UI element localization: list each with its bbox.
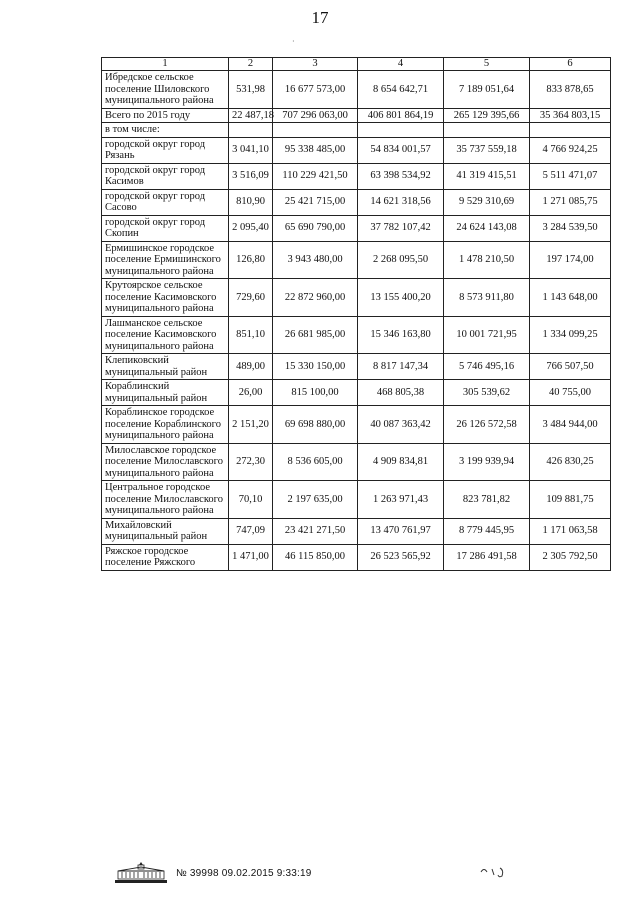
table-row <box>102 518 611 544</box>
value-cell: 729,60 <box>229 279 273 317</box>
column-number-header: 3 <box>273 58 358 71</box>
value-cell: 5 746 495,16 <box>444 354 530 380</box>
value-cell: 3 943 480,00 <box>273 241 358 279</box>
column-number-header: 5 <box>444 58 530 71</box>
row-name-cell: Крутоярское сельское поселение Касимовского муниципального района <box>102 279 229 317</box>
value-cell: 9 529 310,69 <box>444 189 530 215</box>
value-cell: 22 872 960,00 <box>273 279 358 317</box>
value-cell: 5 511 471,07 <box>530 163 611 189</box>
value-cell: 13 470 761,97 <box>358 518 444 544</box>
row-name-cell: Клепиковский муниципальный район <box>102 354 229 380</box>
value-cell: 65 690 790,00 <box>273 215 358 241</box>
table-row <box>102 241 611 279</box>
value-cell: 1 171 063,58 <box>530 518 611 544</box>
value-cell: 54 834 001,57 <box>358 137 444 163</box>
value-cell: 4 909 834,81 <box>358 443 444 481</box>
value-cell: 25 421 715,00 <box>273 189 358 215</box>
value-cell <box>273 123 358 138</box>
value-cell: 126,80 <box>229 241 273 279</box>
value-cell: 3 041,10 <box>229 137 273 163</box>
value-cell: 40 087 363,42 <box>358 406 444 444</box>
value-cell: 2 151,20 <box>229 406 273 444</box>
value-cell: 23 421 271,50 <box>273 518 358 544</box>
value-cell: 426 830,25 <box>530 443 611 481</box>
document-info: № 39998 09.02.2015 9:33:19 <box>176 867 312 879</box>
column-number-header: 2 <box>229 58 273 71</box>
column-number-header: 4 <box>358 58 444 71</box>
value-cell: 14 621 318,56 <box>358 189 444 215</box>
value-cell: 16 677 573,00 <box>273 71 358 109</box>
table-row <box>102 108 611 123</box>
row-name-cell: городской округ город Сасово <box>102 189 229 215</box>
value-cell: 46 115 850,00 <box>273 544 358 570</box>
value-cell: 305 539,62 <box>444 380 530 406</box>
value-cell: 3 484 944,00 <box>530 406 611 444</box>
value-cell: 2 268 095,50 <box>358 241 444 279</box>
row-name-cell: Кораблинское городское поселение Кораблинского муниципального района <box>102 406 229 444</box>
government-building-icon <box>112 862 170 884</box>
value-cell: 15 330 150,00 <box>273 354 358 380</box>
table-header-row <box>102 58 611 71</box>
value-cell: 35 737 559,18 <box>444 137 530 163</box>
value-cell: 2 197 635,00 <box>273 481 358 519</box>
table-row <box>102 380 611 406</box>
value-cell: 810,90 <box>229 189 273 215</box>
row-name-cell: Всего по 2015 году <box>102 108 229 123</box>
row-name-cell: городской округ город Касимов <box>102 163 229 189</box>
table-row <box>102 215 611 241</box>
value-cell: 15 346 163,80 <box>358 316 444 354</box>
value-cell: 1 471,00 <box>229 544 273 570</box>
budget-table <box>101 57 611 571</box>
row-name-cell: Михайловский муниципальный район <box>102 518 229 544</box>
table-row <box>102 71 611 109</box>
value-cell: 109 881,75 <box>530 481 611 519</box>
table-row <box>102 354 611 380</box>
table-row <box>102 406 611 444</box>
row-name-cell: Ермишинское городское поселение Ермишинского муниципального района <box>102 241 229 279</box>
value-cell: 10 001 721,95 <box>444 316 530 354</box>
row-name-cell: Милославское городское поселение Милославского муниципального района <box>102 443 229 481</box>
row-name-cell: городской округ город Рязань <box>102 137 229 163</box>
value-cell: 489,00 <box>229 354 273 380</box>
scan-mark: · <box>292 37 295 46</box>
value-cell: 8 654 642,71 <box>358 71 444 109</box>
value-cell: 1 271 085,75 <box>530 189 611 215</box>
value-cell: 707 296 063,00 <box>273 108 358 123</box>
row-name-cell: Ибредское сельское поселение Шиловского муниципального района <box>102 71 229 109</box>
footer <box>112 862 311 884</box>
value-cell: 2 095,40 <box>229 215 273 241</box>
value-cell: 3 199 939,94 <box>444 443 530 481</box>
row-name-cell: Лашманское сельское поселение Касимовского муниципального района <box>102 316 229 354</box>
table-row <box>102 279 611 317</box>
table-row <box>102 481 611 519</box>
value-cell: 197 174,00 <box>530 241 611 279</box>
table-row <box>102 137 611 163</box>
value-cell: 1 334 099,25 <box>530 316 611 354</box>
value-cell: 37 782 107,42 <box>358 215 444 241</box>
value-cell: 40 755,00 <box>530 380 611 406</box>
value-cell: 272,30 <box>229 443 273 481</box>
value-cell: 26 523 565,92 <box>358 544 444 570</box>
row-name-cell: Кораблинский муниципальный район <box>102 380 229 406</box>
column-number-header: 6 <box>530 58 611 71</box>
value-cell: 8 536 605,00 <box>273 443 358 481</box>
value-cell: 26 126 572,58 <box>444 406 530 444</box>
value-cell: 22 487,18 <box>229 108 273 123</box>
value-cell: 1 478 210,50 <box>444 241 530 279</box>
value-cell: 851,10 <box>229 316 273 354</box>
handwritten-mark <box>478 860 520 880</box>
value-cell: 24 624 143,08 <box>444 215 530 241</box>
value-cell: 35 364 803,15 <box>530 108 611 123</box>
value-cell: 4 766 924,25 <box>530 137 611 163</box>
value-cell: 26 681 985,00 <box>273 316 358 354</box>
value-cell: 95 338 485,00 <box>273 137 358 163</box>
value-cell: 8 573 911,80 <box>444 279 530 317</box>
row-name-cell: Ряжское городское поселение Ряжского <box>102 544 229 570</box>
value-cell <box>358 123 444 138</box>
page-number: 17 <box>311 8 329 27</box>
value-cell: 17 286 491,58 <box>444 544 530 570</box>
value-cell: 8 817 147,34 <box>358 354 444 380</box>
value-cell: 2 305 792,50 <box>530 544 611 570</box>
row-name-cell: городской округ город Скопин <box>102 215 229 241</box>
value-cell: 406 801 864,19 <box>358 108 444 123</box>
value-cell: 747,09 <box>229 518 273 544</box>
table-row <box>102 163 611 189</box>
table-row <box>102 316 611 354</box>
value-cell: 468 805,38 <box>358 380 444 406</box>
value-cell: 26,00 <box>229 380 273 406</box>
table-row <box>102 189 611 215</box>
value-cell: 7 189 051,64 <box>444 71 530 109</box>
value-cell: 13 155 400,20 <box>358 279 444 317</box>
row-name-cell: Центральное городское поселение Милославского муниципального района <box>102 481 229 519</box>
value-cell: 531,98 <box>229 71 273 109</box>
value-cell: 69 698 880,00 <box>273 406 358 444</box>
value-cell <box>444 123 530 138</box>
value-cell <box>229 123 273 138</box>
value-cell: 766 507,50 <box>530 354 611 380</box>
value-cell: 815 100,00 <box>273 380 358 406</box>
table-row <box>102 123 611 138</box>
column-number-header: 1 <box>102 58 229 71</box>
table-row <box>102 544 611 570</box>
value-cell: 265 129 395,66 <box>444 108 530 123</box>
value-cell: 3 284 539,50 <box>530 215 611 241</box>
value-cell: 1 263 971,43 <box>358 481 444 519</box>
value-cell: 823 781,82 <box>444 481 530 519</box>
value-cell <box>530 123 611 138</box>
row-name-cell: в том числе: <box>102 123 229 138</box>
value-cell: 3 516,09 <box>229 163 273 189</box>
value-cell: 1 143 648,00 <box>530 279 611 317</box>
value-cell: 41 319 415,51 <box>444 163 530 189</box>
value-cell: 110 229 421,50 <box>273 163 358 189</box>
table-row <box>102 443 611 481</box>
value-cell: 8 779 445,95 <box>444 518 530 544</box>
value-cell: 833 878,65 <box>530 71 611 109</box>
value-cell: 70,10 <box>229 481 273 519</box>
value-cell: 63 398 534,92 <box>358 163 444 189</box>
